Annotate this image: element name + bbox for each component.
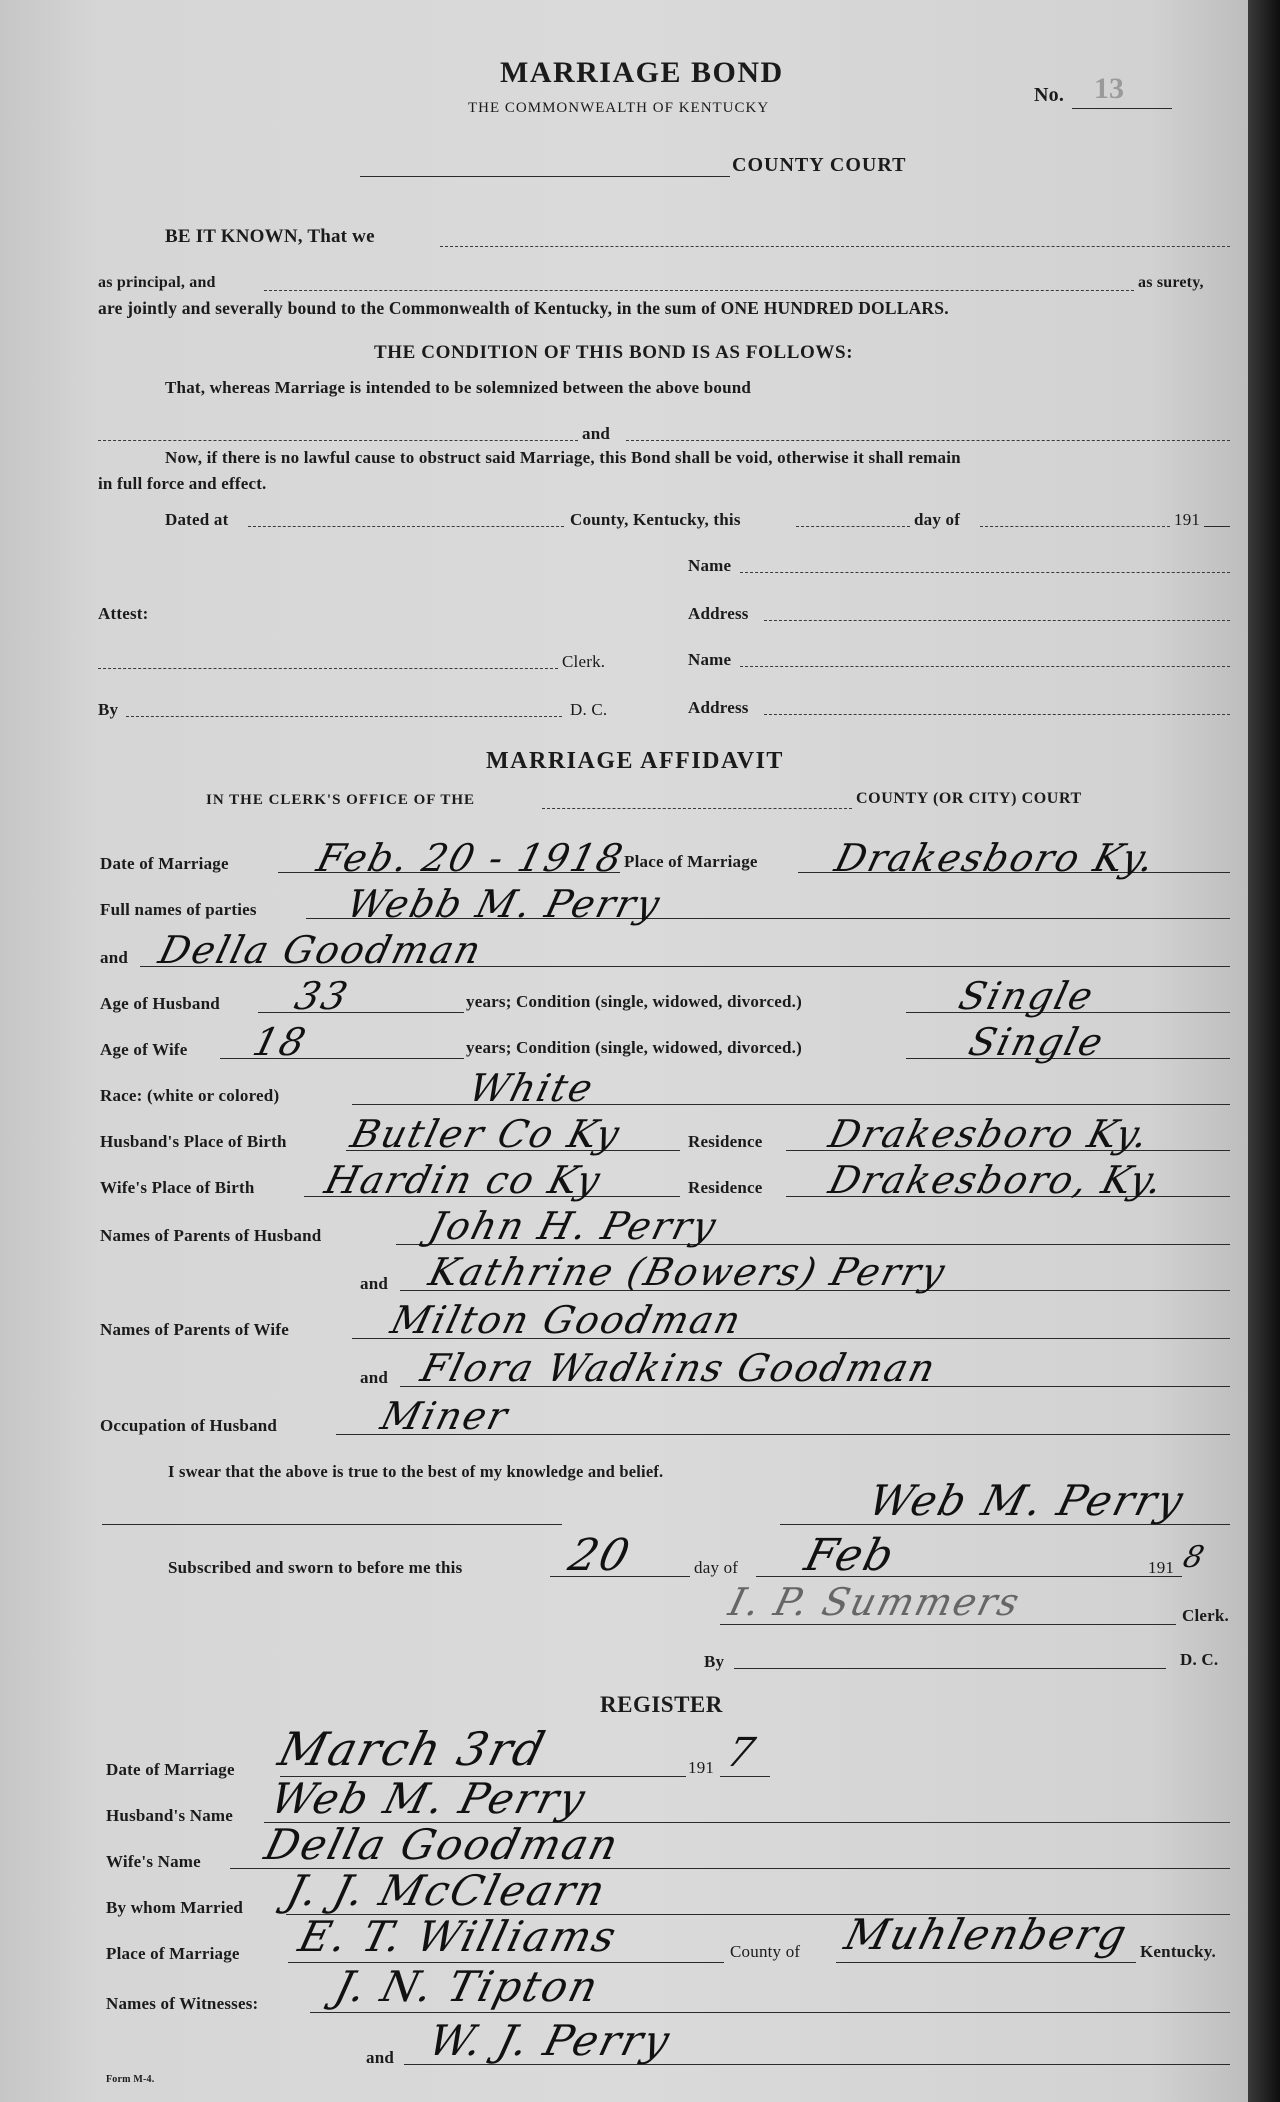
oath-left-line [102,1524,562,1525]
occupation-value: Miner [376,1394,514,1438]
by-whom-value: J. J. McClearn [281,1866,612,1915]
by-whom-label: By whom Married [106,1898,244,1917]
full-names-label: Full names of parties [100,900,257,919]
husband-condition-value: Single [954,974,1100,1018]
bond-by-label: By [98,700,119,719]
wife-birth-label: Wife's Place of Birth [100,1178,255,1197]
swear-text: I swear that the above is true to the best of my knowledge and belief. [168,1462,664,1481]
bond-number: 13 [1094,72,1124,105]
affidavit-place-label: Place of Marriage [624,852,758,871]
occupation-label: Occupation of Husband [100,1416,278,1435]
address-label-1: Address [688,604,749,623]
scan-edge [1248,0,1280,2102]
force-effect-text: in full force and effect. [98,474,267,493]
affidavit-by-label: By [704,1652,725,1671]
affidavit-heading: MARRIAGE AFFIDAVIT [486,748,784,774]
affidavit-dc-label: D. C. [1180,1650,1219,1669]
husband-mother-value: Kathrine (Bowers) Perry [424,1250,952,1294]
husband-father-value: John H. Perry [424,1204,723,1248]
witness1-line [310,2012,1230,2013]
register-date-value: March 3rd [273,1722,552,1776]
age-wife-label: Age of Wife [100,1040,188,1059]
parents-wife-label: Names of Parents of Wife [100,1320,289,1339]
bond-by-line [126,716,562,717]
register-year-prefix: 191 [688,1758,715,1777]
bond-month-line [980,526,1170,527]
clerks-office-line [542,808,852,809]
county-city-court: COUNTY (OR CITY) COURT [856,790,1082,807]
county-of-label: County of [730,1942,801,1961]
wife-mother-value: Flora Wadkins Goodman [416,1346,942,1390]
bound-party-2-line [626,440,1230,441]
clerk-signature: I. P. Summers [724,1580,1026,1624]
bound-party-1-line [98,440,578,441]
wife-condition-value: Single [964,1020,1110,1064]
witness-and-label: and [366,2048,395,2067]
register-heading: REGISTER [600,1692,723,1717]
race-value: White [464,1066,599,1110]
bond-and-text: and [582,424,611,443]
bond-year-prefix: 191 [1174,510,1201,529]
wife-birth-value: Hardin co Ky [320,1158,607,1202]
condition-heading: THE CONDITION OF THIS BOND IS AS FOLLOWS: [374,342,854,363]
husband-residence-label: Residence [688,1132,763,1151]
register-wife-label: Wife's Name [106,1852,201,1871]
county-court-label: COUNTY COURT [732,154,907,176]
age-husband-label: Age of Husband [100,994,220,1013]
clerks-office-text: IN THE CLERK'S OFFICE OF THE [206,792,476,808]
name-line-2 [740,666,1230,667]
register-place-label: Place of Marriage [106,1944,240,1963]
name-line-1 [740,572,1230,573]
jointly-bound-text: are jointly and severally bound to the Commonwealth of Kentucky, in the sum of ONE HUNDRED DOLLARS. [98,298,949,318]
husband-birth-label: Husband's Place of Birth [100,1132,287,1151]
husband-birth-value: Butler Co Ky [346,1112,626,1156]
sworn-year-prefix: 191 [1148,1558,1175,1577]
witness1-value: J. N. Tipton [329,1962,605,2011]
sworn-month-value: Feb [799,1530,901,1581]
wife-parents-and: and [360,1368,389,1387]
husband-parents-and: and [360,1274,389,1293]
subscribed-text: Subscribed and sworn to before me this [168,1558,463,1577]
be-it-known-text: BE IT KNOWN, That we [165,226,375,247]
register-date-label: Date of Marriage [106,1760,235,1779]
bond-dc-label: D. C. [570,700,608,719]
affidavit-date-value: Feb. 20 - 1918 [312,836,629,880]
register-wife-value: Della Goodman [259,1820,625,1869]
sworn-year-digit: 8 [1179,1540,1210,1575]
affidavit-by-line [734,1668,1166,1669]
bond-clerk-label: Clerk. [562,652,606,671]
kentucky-label: Kentucky. [1140,1942,1216,1961]
form-number: Form M-4. [106,2074,155,2085]
parents-husband-label: Names of Parents of Husband [100,1226,322,1245]
as-principal-text: as principal, and [98,274,216,291]
age-wife-value: 18 [248,1020,312,1064]
age-husband-value: 33 [290,974,354,1018]
county-court-line [360,176,730,177]
affidavit-date-label: Date of Marriage [100,854,229,873]
wife-residence-value: Drakesboro, Ky. [824,1158,1169,1202]
bond-day-line [796,526,910,527]
husband-full-name: Webb M. Perry [342,882,666,926]
name-label-1: Name [688,556,732,575]
wife-residence-label: Residence [688,1178,763,1197]
attest-label: Attest: [98,604,149,623]
register-year-digit: 7 [722,1730,762,1776]
wife-father-value: Milton Goodman [386,1298,748,1342]
husband-residence-value: Drakesboro Ky. [824,1112,1155,1156]
register-husband-label: Husband's Name [106,1806,234,1825]
surety-line [264,290,1134,291]
now-if-text: Now, if there is no lawful cause to obstruct said Marriage, this Bond shall be void, otherwise it shall remain [165,448,961,467]
dated-at-line [248,526,564,527]
bond-year-line [1204,526,1230,527]
race-label: Race: (white or colored) [100,1086,280,1105]
whereas-text: That, whereas Marriage is intended to be solemnized between the above bound [165,378,752,397]
bond-subtitle: THE COMMONWEALTH OF KENTUCKY [468,100,770,116]
witnesses-label: Names of Witnesses: [106,1994,259,2013]
register-husband-value: Web M. Perry [265,1774,592,1823]
name-label-2: Name [688,650,732,669]
address-line-1 [764,620,1230,621]
register-place-value: E. T. Williams [293,1912,623,1961]
attest-clerk-line [98,668,558,669]
register-county-value: Muhlenberg [839,1910,1134,1959]
bond-number-label: No. [1034,84,1065,106]
witness2-value: W. J. Perry [423,2016,677,2065]
bond-title: MARRIAGE BOND [500,56,784,89]
parties-and-label: and [100,948,129,967]
sworn-day-value: 20 [563,1530,637,1581]
affidavit-clerk-label: Clerk. [1182,1606,1229,1625]
address-label-2: Address [688,698,749,717]
wife-years-condition: years; Condition (single, widowed, divorced.) [466,1038,802,1057]
bond-day-of: day of [914,510,961,529]
affiant-signature: Web M. Perry [863,1476,1190,1525]
address-line-2 [764,714,1230,715]
dated-at-label: Dated at [165,510,229,529]
age-husband-line [258,1012,464,1013]
principal-line [440,246,1230,247]
county-kentucky-this: County, Kentucky, this [570,510,741,529]
sworn-day-of: day of [694,1558,739,1577]
affidavit-place-value: Drakesboro Ky. [830,836,1161,880]
register-county-line [836,1962,1136,1963]
wife-full-name: Della Goodman [154,928,488,972]
as-surety-text: as surety, [1138,274,1204,291]
bond-number-line [1072,108,1172,109]
clerk-signature-line [720,1624,1176,1625]
husband-years-condition: years; Condition (single, widowed, divorced.) [466,992,802,1011]
register-year-line [720,1776,770,1777]
